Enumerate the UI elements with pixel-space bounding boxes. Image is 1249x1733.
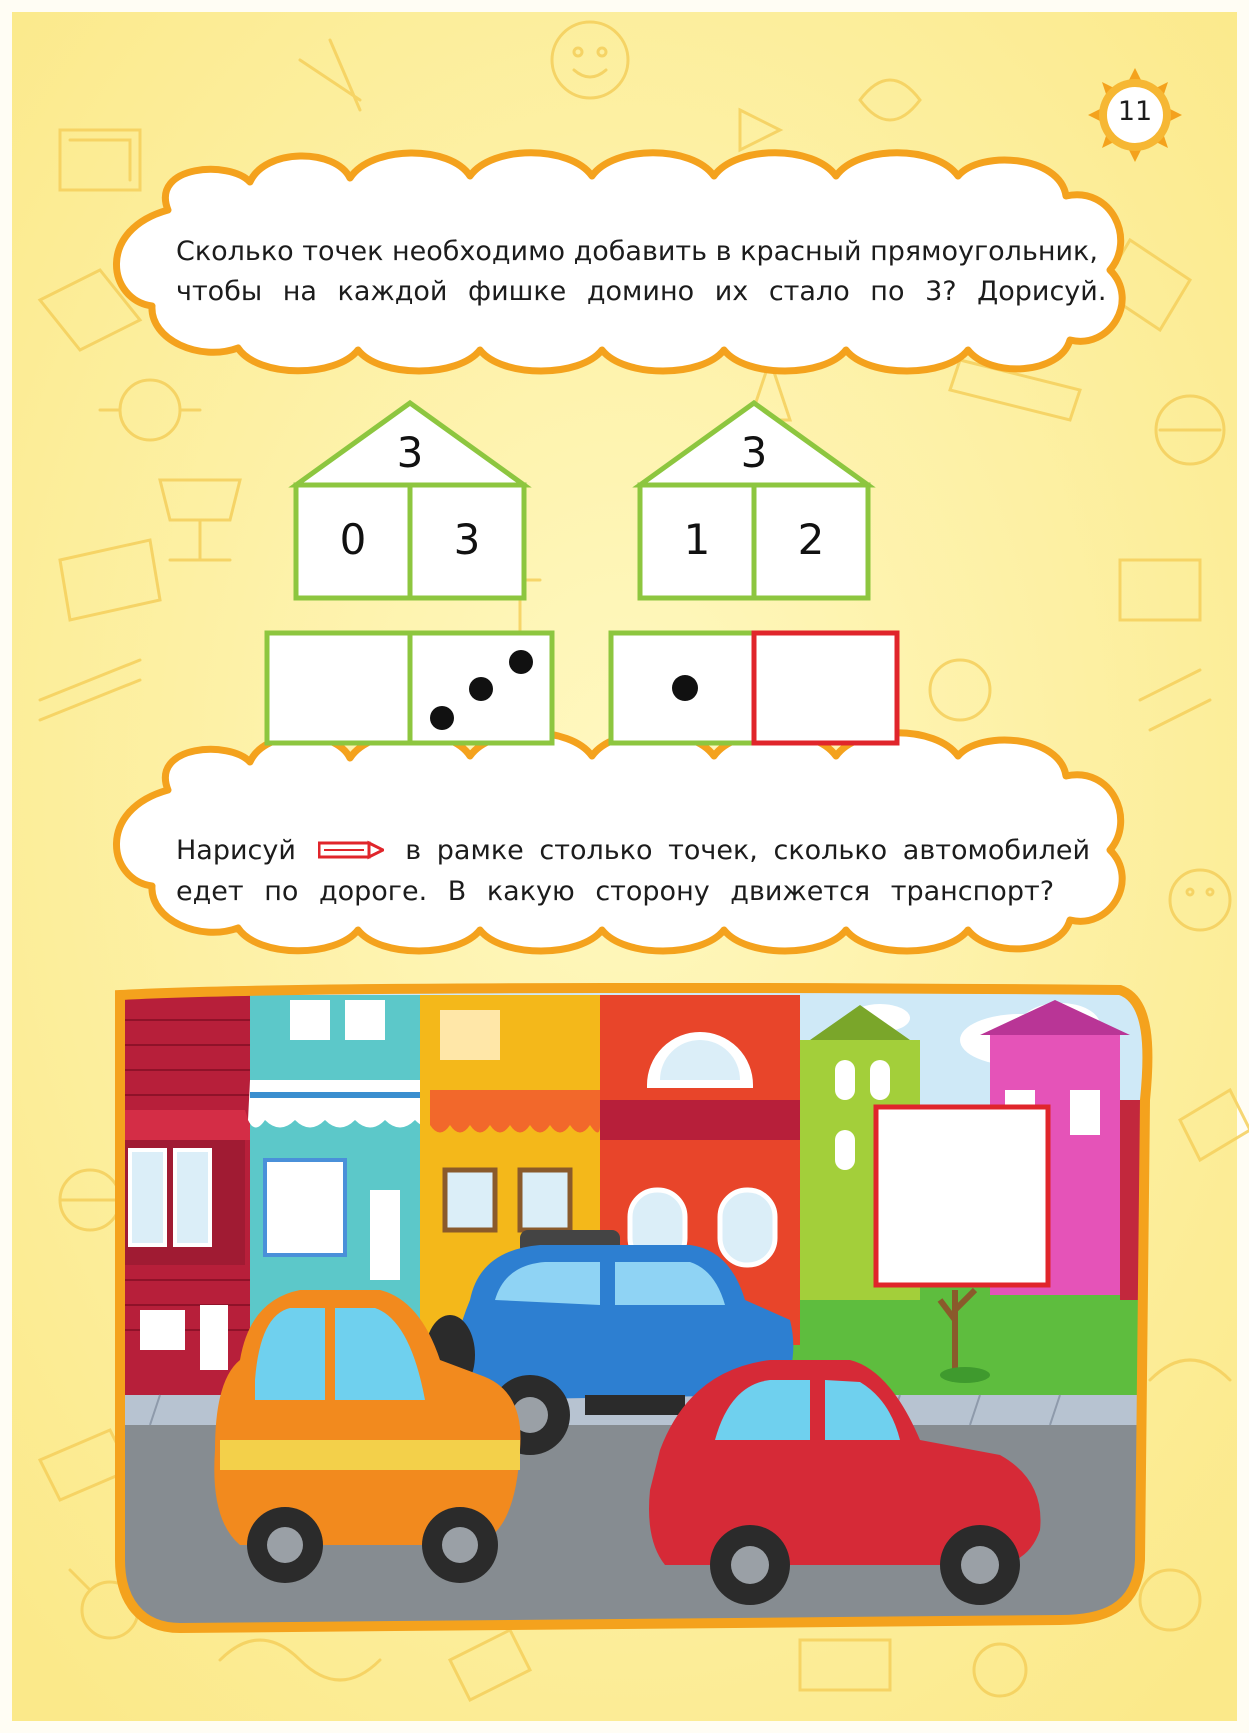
task2-line-1-end: в рамке столько точек, сколько автомобилей [405,835,1090,866]
domino-2 [611,633,754,743]
house2-roof-number: 3 [740,428,768,477]
domino-1 [267,633,552,743]
city-street-illustration [105,988,1160,1655]
pencil-icon [318,832,384,872]
house2-left-number: 1 [683,515,711,564]
task1-line-1: Сколько точек необходимо добавить в красный прямоугольник, [176,236,1098,267]
car-count-answer-frame[interactable] [876,1107,1048,1285]
house1-right-number: 3 [453,515,481,564]
house2-right-number: 2 [797,515,825,564]
task1-instructions [176,232,1107,312]
task2-line-2: едет по дороге. В какую сторону движется транспорт? [176,875,1055,907]
house1-left-number: 0 [339,515,367,564]
task1-line-2: чтобы на каждой фишке домино их стало по 3? Дорисуй. [176,276,1107,307]
house1-roof-number: 3 [396,428,424,477]
page-number: 11 [1117,96,1153,127]
task2-line-1-start: Нарисуй [176,835,296,866]
task2-instructions [176,831,1090,912]
domino-answer-frame[interactable] [754,633,897,743]
task2-line-1 [176,831,1090,872]
